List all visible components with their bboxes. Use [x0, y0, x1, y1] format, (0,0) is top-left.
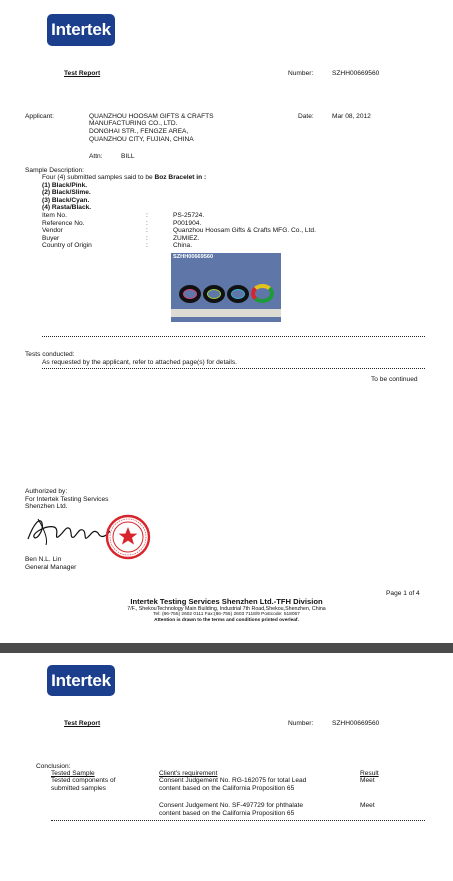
requirement-line: Consent Judgement No. RG-162075 for total Lead: [159, 777, 307, 784]
sample-color: (2) Black/Slime.: [42, 189, 91, 196]
detail-colon: :: [146, 242, 148, 249]
authorized-line: Shenzhen Ltd.: [25, 503, 68, 510]
detail-value: Quanzhou Hoosam Gifts & Crafts MFG. Co., Ltd.: [173, 227, 316, 234]
intertek-logo: [47, 14, 115, 46]
logo-text: Intertek: [51, 20, 111, 39]
detail-label: Item No.: [42, 212, 67, 219]
applicant-line: DONGHAI STR., FENGZE AREA,: [89, 128, 189, 135]
bracelet-black-slime: [203, 285, 225, 303]
header-result: Result: [360, 770, 379, 777]
detail-value: P001904.: [173, 220, 202, 227]
to-be-continued: To be continued: [371, 376, 418, 383]
tested-components: submitted samples: [51, 785, 106, 792]
report-title: Test Report: [64, 70, 101, 77]
sample-intro-text: Four (4) submitted samples said to be: [42, 174, 155, 181]
ruler: [171, 309, 281, 317]
tested-components: Tested components of: [51, 777, 116, 784]
page-separator: [0, 643, 453, 653]
intertek-logo: [47, 665, 115, 696]
bracelet-black-cyan: [227, 285, 249, 303]
applicant-line: QUANZHOU HOOSAM GIFTS & CRAFTS: [89, 113, 214, 120]
number-label: Number:: [288, 720, 314, 727]
tests-conducted-label: Tests conducted:: [25, 351, 75, 358]
result-value: Meet: [360, 777, 375, 784]
signature: [24, 513, 114, 549]
authorized-line: For Intertek Testing Services: [25, 496, 109, 503]
bracelet-rasta-black: [251, 284, 274, 303]
detail-colon: :: [146, 227, 148, 234]
detail-colon: :: [146, 235, 148, 242]
applicant-label: Applicant:: [25, 113, 54, 120]
footer-phone: Tel: (86-755) 2602 0111 Fax:(86-755) 2603 7118/9 Postcode: 518067: [153, 612, 300, 617]
report-page-2: [0, 653, 453, 881]
detail-value: PS-25724.: [173, 212, 205, 219]
detail-label: Country of Origin: [42, 242, 92, 249]
detail-colon: :: [146, 220, 148, 227]
signer-name: Ben N.L. Lin: [25, 556, 62, 563]
detail-value: China.: [173, 242, 193, 249]
detail-label: Buyer: [42, 235, 60, 242]
report-title: Test Report: [64, 720, 101, 727]
requirement-line: content based on the California Proposition 65: [159, 810, 295, 817]
logo-text: Intertek: [51, 670, 111, 690]
divider: [42, 336, 425, 337]
signer-title: General Manager: [25, 564, 77, 571]
detail-value: ZUMIEZ.: [173, 235, 200, 242]
page-indicator: Page 1 of 4: [386, 590, 420, 597]
sample-color: (3) Black/Cyan.: [42, 197, 90, 204]
applicant-line: QUANZHOU CITY, FUJIAN, CHINA: [89, 136, 194, 143]
detail-label: Reference No.: [42, 220, 85, 227]
attn-value: BILL: [121, 153, 135, 160]
header-client-requirement: Client's requirement: [159, 770, 218, 777]
authorized-line: Authorized by:: [25, 488, 68, 495]
conclusion-label: Conclusion:: [36, 763, 71, 770]
sample-product: Boz Bracelet in :: [154, 174, 207, 181]
footer-address: 7/F., ShekouTechnology Main Building, Industrial 7th Road,Shekou,Shenzhen, China: [127, 606, 326, 612]
requirement-line: content based on the California Proposition 65: [159, 785, 295, 792]
result-value: Meet: [360, 802, 375, 809]
tests-conducted-text: As requested by the applicant, refer to attached page(s) for details.: [42, 359, 237, 366]
company-stamp: [104, 513, 152, 561]
number-label: Number:: [288, 70, 314, 77]
bracelet-photo: [171, 253, 281, 322]
footer-company: Intertek Testing Services Shenzhen Ltd.-TFH Division: [130, 597, 323, 606]
sample-intro: [42, 174, 206, 181]
sample-color: (1) Black/Pink.: [42, 182, 88, 189]
detail-colon: :: [146, 212, 148, 219]
header-tested-sample: Tested Sample: [51, 770, 95, 777]
sample-description-label: Sample Description:: [25, 167, 85, 174]
divider: [42, 368, 425, 369]
date-value: Mar 08, 2012: [332, 113, 371, 120]
number-value: SZHH00669560: [332, 720, 380, 727]
requirement-line: Consent Judgement No. SF-497729 for phthalate: [159, 802, 304, 809]
divider: [51, 820, 425, 821]
number-value: SZHH00669560: [332, 70, 380, 77]
date-label: Date:: [298, 113, 314, 120]
detail-label: Vendor: [42, 227, 63, 234]
bracelet-black-pink: [179, 285, 201, 303]
footer-note: Attention is drawn to the terms and conditions printed overleaf.: [154, 618, 299, 623]
applicant-line: MANUFACTURING CO., LTD.: [89, 120, 178, 127]
attn-label: Attn:: [89, 153, 103, 160]
sample-color: (4) Rasta/Black.: [42, 204, 92, 211]
photo-label: SZHH00669560: [173, 254, 214, 260]
